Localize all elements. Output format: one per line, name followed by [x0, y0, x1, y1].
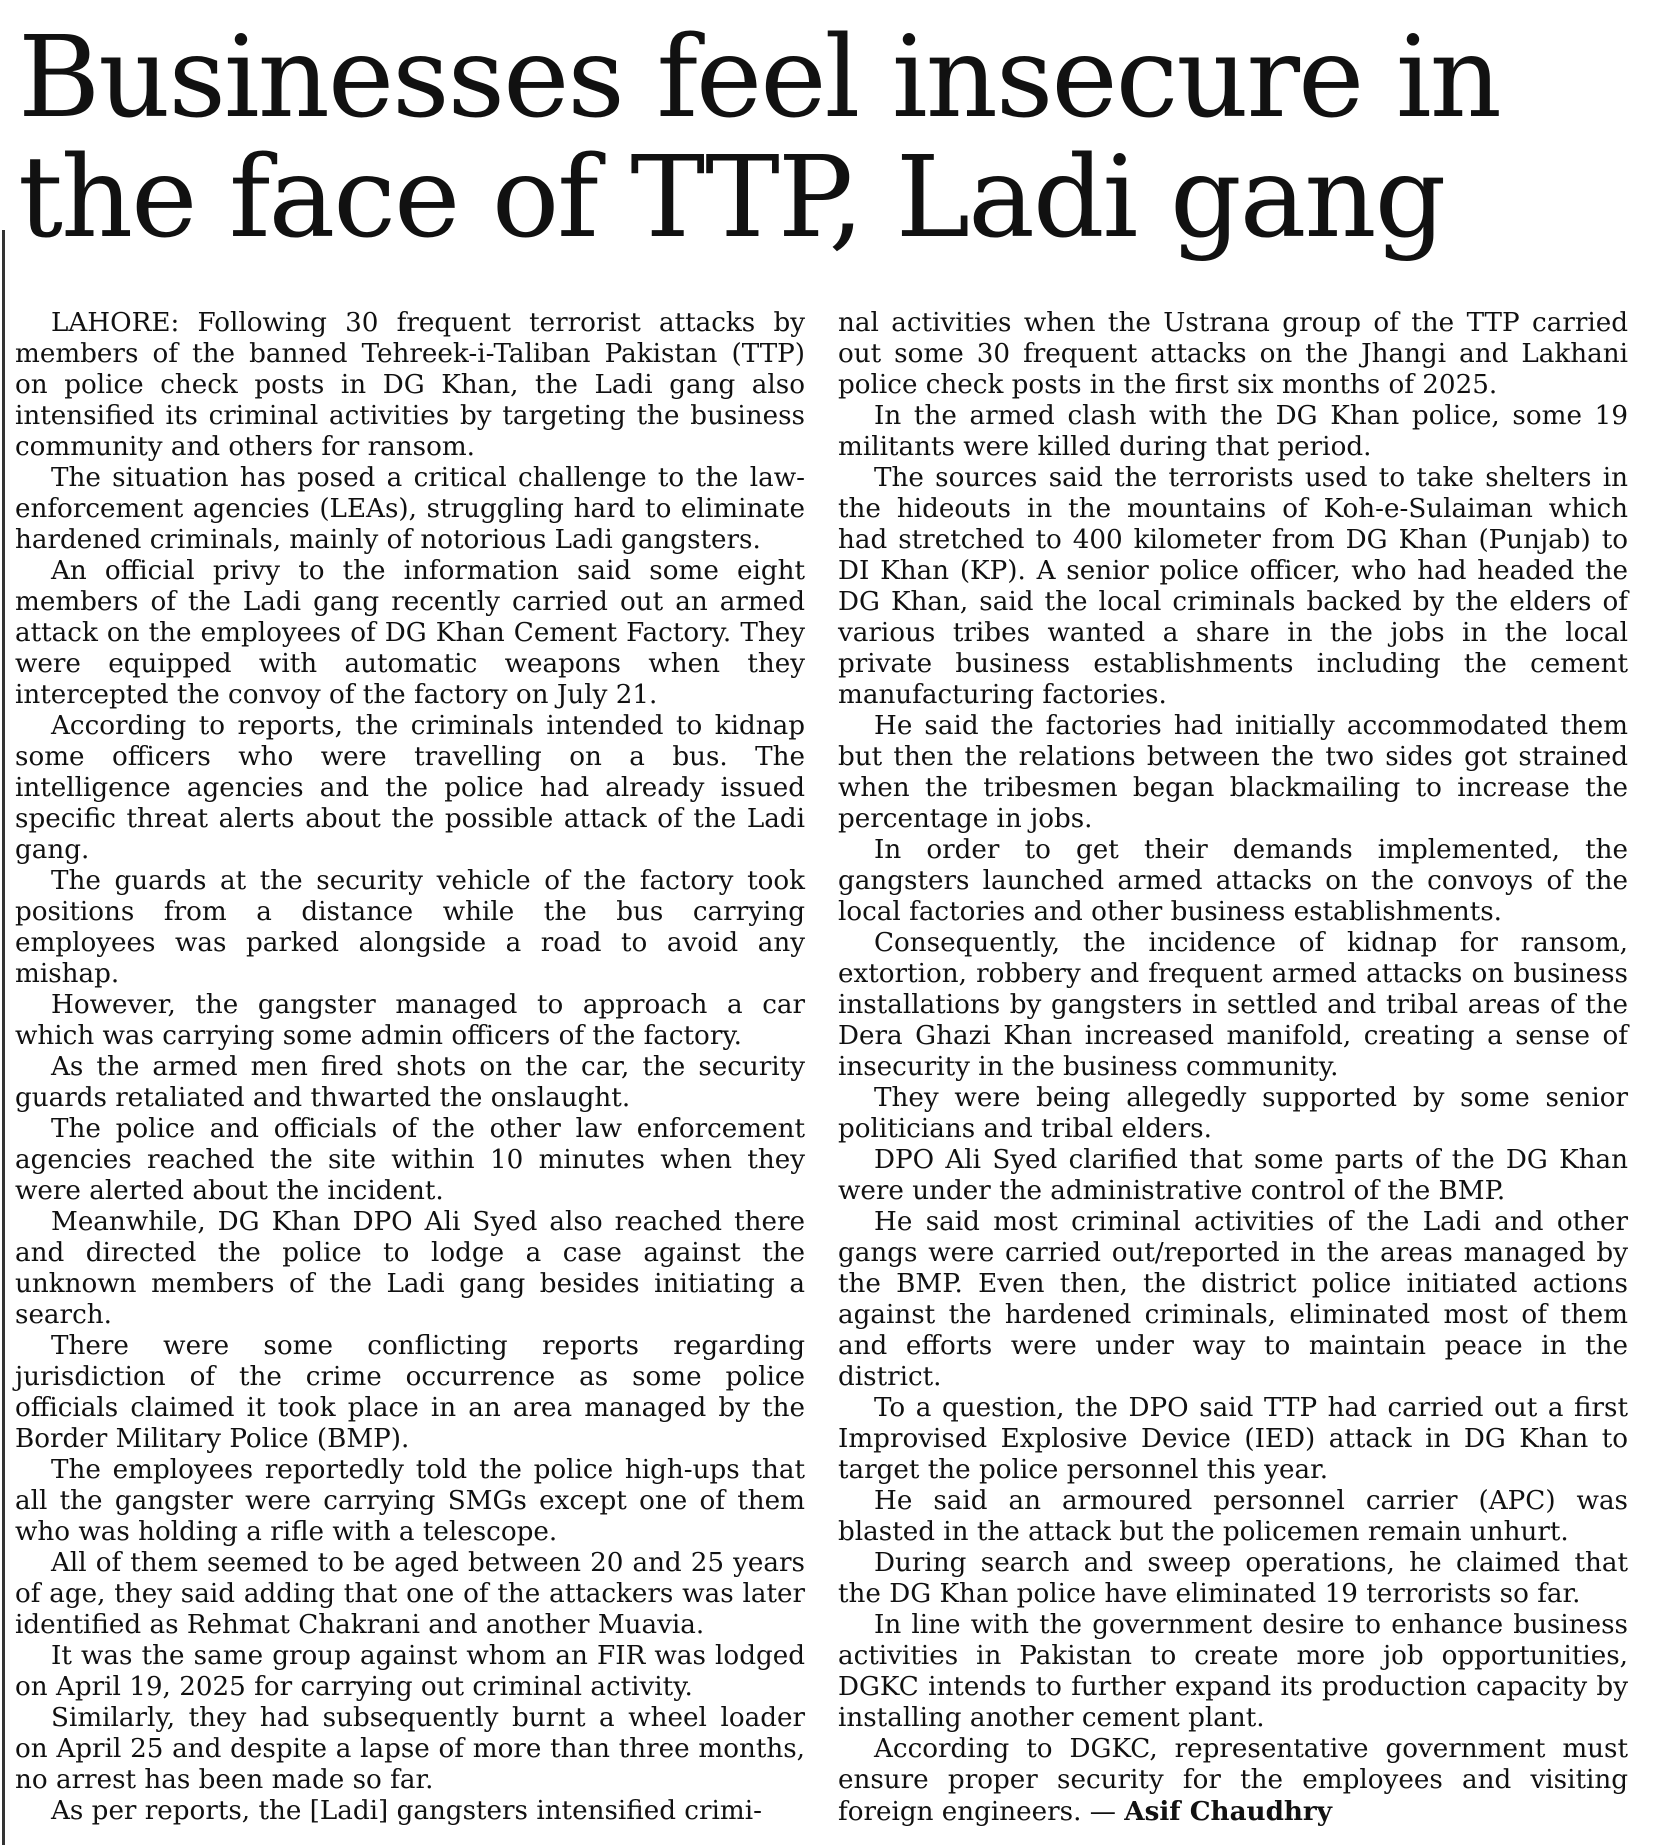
paragraph: According to reports, the criminals intended to kidnap some officers who were travelling on a bus. The intelligence agencies and the police had already issued specific threat alerts about the possible attack of the Ladi gang. [15, 711, 805, 865]
paragraph: The guards at the security vehicle of the factory took positions from a distance while the bus carrying employees was parked alongside a road to avoid any mishap. [15, 866, 805, 989]
article-column-right [838, 308, 1628, 1828]
paragraph: In order to get their demands implemented, the gangsters launched armed attacks on the convoys of the local factories and other business establishments. [838, 835, 1628, 927]
paragraph: The situation has posed a critical challenge to the law-enforcement agencies (LEAs), struggling hard to eliminate hardened criminals, mainly of notorious Ladi gangsters. [15, 463, 805, 555]
paragraph: LAHORE: Following 30 frequent terrorist attacks by members of the banned Tehreek-i-Taliban Pakistan (TTP) on police check posts in DG Khan, the Ladi gang also intensified its criminal activities by targeting the business community and others for ransom. [15, 308, 805, 462]
paragraph: During search and sweep operations, he claimed that the DG Khan police have eliminated 19 terrorists so far. [838, 1548, 1628, 1609]
paragraph: The police and officials of the other law enforcement agencies reached the site within 10 minutes when they were alerted about the incident. [15, 1114, 805, 1206]
column-rule [2, 230, 5, 1845]
paragraph: He said the factories had initially accommodated them but then the relations between the two sides got strained when the tribesmen began blackmailing to increase the percentage in jobs. [838, 711, 1628, 834]
paragraph: The sources said the terrorists used to take shelters in the hideouts in the mountains of Koh-e-Sulaiman which had stretched to 400 kilometer from DG Khan (Punjab) to DI Khan (KP). A senior police officer, who had headed the DG Khan, said the local criminals backed by the elders of various tribes wanted a share in the jobs in the local private business establishments including the cement manufacturing factories. [838, 463, 1628, 710]
paragraph: DPO Ali Syed clarified that some parts of the DG Khan were under the administrative control of the BMP. [838, 1145, 1628, 1206]
paragraph: They were being allegedly supported by some senior politicians and tribal elders. [838, 1083, 1628, 1144]
paragraph: He said an armoured personnel carrier (APC) was blasted in the attack but the policemen remain unhurt. [838, 1486, 1628, 1547]
paragraph: As per reports, the [Ladi] gangsters intensified crimi- [51, 1796, 762, 1826]
paragraph: In the armed clash with the DG Khan police, some 19 militants were killed during that period. [838, 401, 1628, 462]
paragraph: To a question, the DPO said TTP had carried out a first Improvised Explosive Device (IED) attack in DG Khan to target the police personnel this year. [838, 1393, 1628, 1485]
article-column-left [15, 308, 805, 1827]
headline: Businesses feel insecure in the face of TTP, Ladi gang [18, 13, 1500, 263]
paragraph: However, the gangster managed to approach a car which was carrying some admin officers of the factory. [15, 990, 805, 1051]
paragraph: The employees reportedly told the police high-ups that all the gangster were carrying SMGs except one of them who was holding a rifle with a telescope. [15, 1455, 805, 1547]
final-paragraph-text: According to DGKC, representative government must ensure proper security for the employees and visiting foreign engineers. — [838, 1734, 1628, 1827]
paragraph: As the armed men fired shots on the car, the security guards retaliated and thwarted the onslaught. [15, 1052, 805, 1113]
paragraph: An official privy to the information said some eight members of the Ladi gang recently carried out an armed attack on the employees of DG Khan Cement Factory. They were equipped with automatic weapons when they intercepted the convoy of the factory on July 21. [15, 556, 805, 710]
paragraph-continuation: nal activities when the Ustrana group of the TTP carried out some 30 frequent attacks on the Jhangi and Lakhani police check posts in the first six months of 2025. [838, 308, 1628, 400]
paragraph: There were some conflicting reports regarding jurisdiction of the crime occurrence as some police officials claimed it took place in an area managed by the Border Military Police (BMP). [15, 1331, 805, 1454]
final-paragraph [838, 1734, 1628, 1828]
paragraph: It was the same group against whom an FIR was lodged on April 19, 2025 for carrying out criminal activity. [15, 1641, 805, 1702]
byline: Asif Chaudhry [1124, 1796, 1332, 1827]
paragraph: Similarly, they had subsequently burnt a wheel loader on April 25 and despite a lapse of more than three months, no arrest has been made so far. [15, 1703, 805, 1795]
paragraph: Consequently, the incidence of kidnap for ransom, extortion, robbery and frequent armed attacks on business installations by gangsters in settled and tribal areas of the Dera Ghazi Khan increased manifold, creating a sense of insecurity in the business community. [838, 928, 1628, 1082]
paragraph: In line with the government desire to enhance business activities in Pakistan to create more job opportunities, DGKC intends to further expand its production capacity by installing another cement plant. [838, 1610, 1628, 1733]
paragraph: Meanwhile, DG Khan DPO Ali Syed also reached there and directed the police to lodge a case against the unknown members of the Ladi gang besides initiating a search. [15, 1207, 805, 1330]
paragraph: All of them seemed to be aged between 20 and 25 years of age, they said adding that one of the attackers was later identified as Rehmat Chakrani and another Muavia. [15, 1548, 805, 1640]
paragraph: He said most criminal activities of the Ladi and other gangs were carried out/reported in the areas managed by the BMP. Even then, the district police initiated actions against the hardened criminals, eliminated most of them and efforts were under way to maintain peace in the district. [838, 1207, 1628, 1392]
